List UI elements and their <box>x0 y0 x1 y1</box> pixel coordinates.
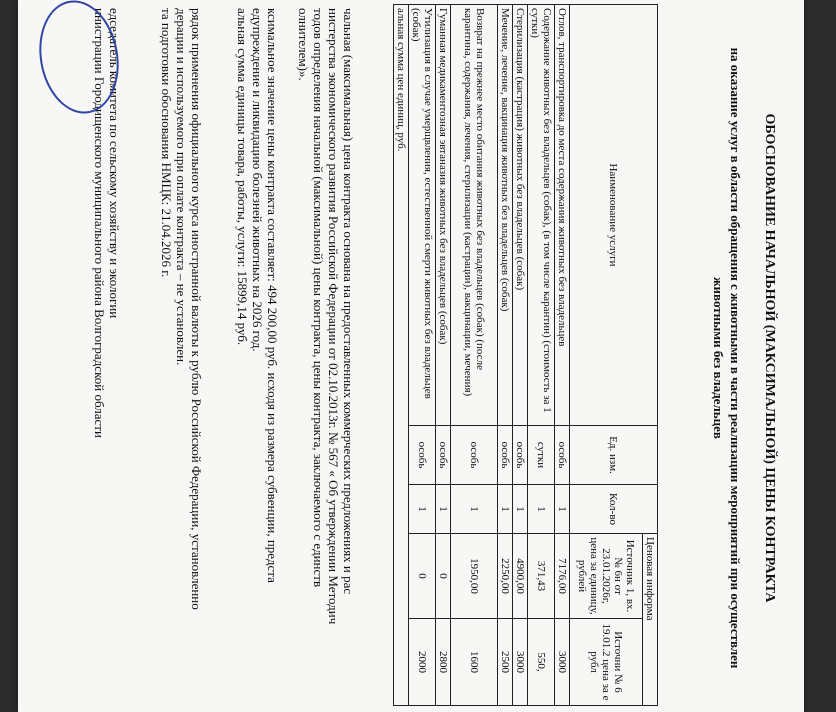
cell-source-1-price: 4900,00 <box>513 534 528 619</box>
cell-unit: особь <box>436 426 451 485</box>
subtitle-line-1: на оказание услуг в области обращения с животными в части реализации мероприятий при осуществлен <box>728 47 743 669</box>
table-row <box>451 5 498 706</box>
cell-service-name: Отлов, транспортировка до места содержания животных без владельцев <box>555 5 570 426</box>
table-row <box>498 5 513 706</box>
signature-line: едседатель комитета по сельскому хозяйству и экологии <box>107 8 122 319</box>
cell-source-1-price: 0 <box>409 534 436 619</box>
table-body <box>394 5 570 706</box>
cell-quantity: 1 <box>498 485 513 534</box>
note-line: рядок применения официального курса иностранной валюты к рублю Российской Федерации, установленно <box>189 8 204 610</box>
note-paragraph-2 <box>235 8 280 708</box>
cell-unit: особь <box>409 426 436 485</box>
header-source-2: Источни № 6 19.01.2 цена за е рубл <box>570 619 643 706</box>
table-row <box>528 5 555 706</box>
note-line: альная сумма единицы товара, работы, услуги: 15899,14 руб. <box>235 8 250 346</box>
note-line: дерации и используемого при оплате контракта – не установлен. <box>174 8 189 366</box>
header-price-info: Ценовая информа <box>643 534 658 706</box>
subtitle-line-2: животными без владельцев <box>711 277 726 439</box>
document-title: ОБОСНОВАНИЕ НАЧАЛЬНОЙ (МАКСИМАЛЬНОЙ) ЦЕНЫ КОНТРАКТА <box>762 113 777 603</box>
cell-service-name: Стерилизация (кастрация) животных без владельцев (собак) <box>513 5 528 426</box>
note-line: тодов определения начальной (максимальной) цены контракта, цены контракта, заключаемого с единств <box>311 8 326 588</box>
header-quantity: Кол-во <box>570 485 658 534</box>
document-page <box>18 0 804 712</box>
cell-source-2-price: 550, <box>528 619 555 706</box>
cell-source-2-price: 3000 <box>513 619 528 706</box>
cell-source-2-price: 1600 <box>451 619 498 706</box>
signature-line: инистрации Городищенского муниципального района Волгоградской области <box>92 8 107 438</box>
cell-source-1-price: 0 <box>436 534 451 619</box>
cell-source-2-price: 2800 <box>436 619 451 706</box>
table-row <box>409 5 436 706</box>
note-line: ксимальное значение цены контракта составляет: 494 200,00 руб. исходя из размера субвенции, предста <box>265 8 280 583</box>
note-line: чальная (максимальная) цена контракта основана на предоставленных коммерческих предложениях и рас <box>341 8 356 595</box>
signature-block <box>92 8 122 708</box>
cell-unit: особь <box>451 426 498 485</box>
cell-quantity: 1 <box>436 485 451 534</box>
cell-service-name: Возврат на прежнее место обитания животных без владельцев (собак) (после карантина, содержания, лечения, стерилизации (кастрации), вакцинации, мечения) <box>451 5 498 426</box>
header-unit: Ед. изм. <box>570 426 658 485</box>
cell-source-1-price: 7176,00 <box>555 534 570 619</box>
table-total-row <box>394 5 409 706</box>
cell-source-2-price: 3000 <box>555 619 570 706</box>
cell-unit: особь <box>513 426 528 485</box>
cell-unit: особь <box>498 426 513 485</box>
cell-service-name: Утилизация в случае умерщвления, естественной смерти животных без владельцев (собак) <box>409 5 436 426</box>
header-source-1: Источник 1, вх. № 6н от 23.01.2026г, цена за единицу, рублей <box>570 534 643 619</box>
note-line: едупреждение и ликвидацию болезней животных на 2026 год. <box>250 8 265 352</box>
note-paragraph-3 <box>159 8 204 708</box>
note-line: та подготовки обоснования НМЦК: 21.04.2026 г. <box>159 8 174 278</box>
document-subtitle <box>710 8 744 708</box>
cell-source-1-price: 2250,00 <box>498 534 513 619</box>
cell-quantity: 1 <box>528 485 555 534</box>
note-line: нистерства экономического развития Российской Федерации от 02.10.2013г. № 567 « Об утверждении Методич <box>326 8 341 625</box>
cell-unit: сутки <box>528 426 555 485</box>
cell-service-name: Гуманная медикаментозная эвтаназия животных без владельцев (собак) <box>436 5 451 426</box>
table-row <box>436 5 451 706</box>
table-header-row-1 <box>643 5 658 706</box>
cell-quantity: 1 <box>451 485 498 534</box>
cell-service-name: Содержание животных без владельцев (собак), (в том числе карантин) (стоимость за 1 сутки) <box>528 5 555 426</box>
note-line: олнителем)». <box>296 8 311 81</box>
cell-source-2-price: 2500 <box>498 619 513 706</box>
note-paragraph-1 <box>296 8 356 708</box>
cell-quantity: 1 <box>555 485 570 534</box>
cell-source-2-price: 2000 <box>409 619 436 706</box>
cell-quantity: 1 <box>409 485 436 534</box>
cell-source-1-price: 1950,00 <box>451 534 498 619</box>
price-table <box>393 4 658 706</box>
cell-quantity: 1 <box>513 485 528 534</box>
table-row <box>513 5 528 706</box>
cell-service-name: Мечение, лечение, вакцинация животных без владельцев (собак) <box>498 5 513 426</box>
cell-unit: особь <box>555 426 570 485</box>
cell-source-1-price: 371,43 <box>528 534 555 619</box>
header-service-name: Наименование услуги <box>570 5 658 426</box>
table-row <box>555 5 570 706</box>
rotated-content <box>18 0 804 712</box>
total-label: альная сумма цен единиц, руб. <box>394 5 409 706</box>
